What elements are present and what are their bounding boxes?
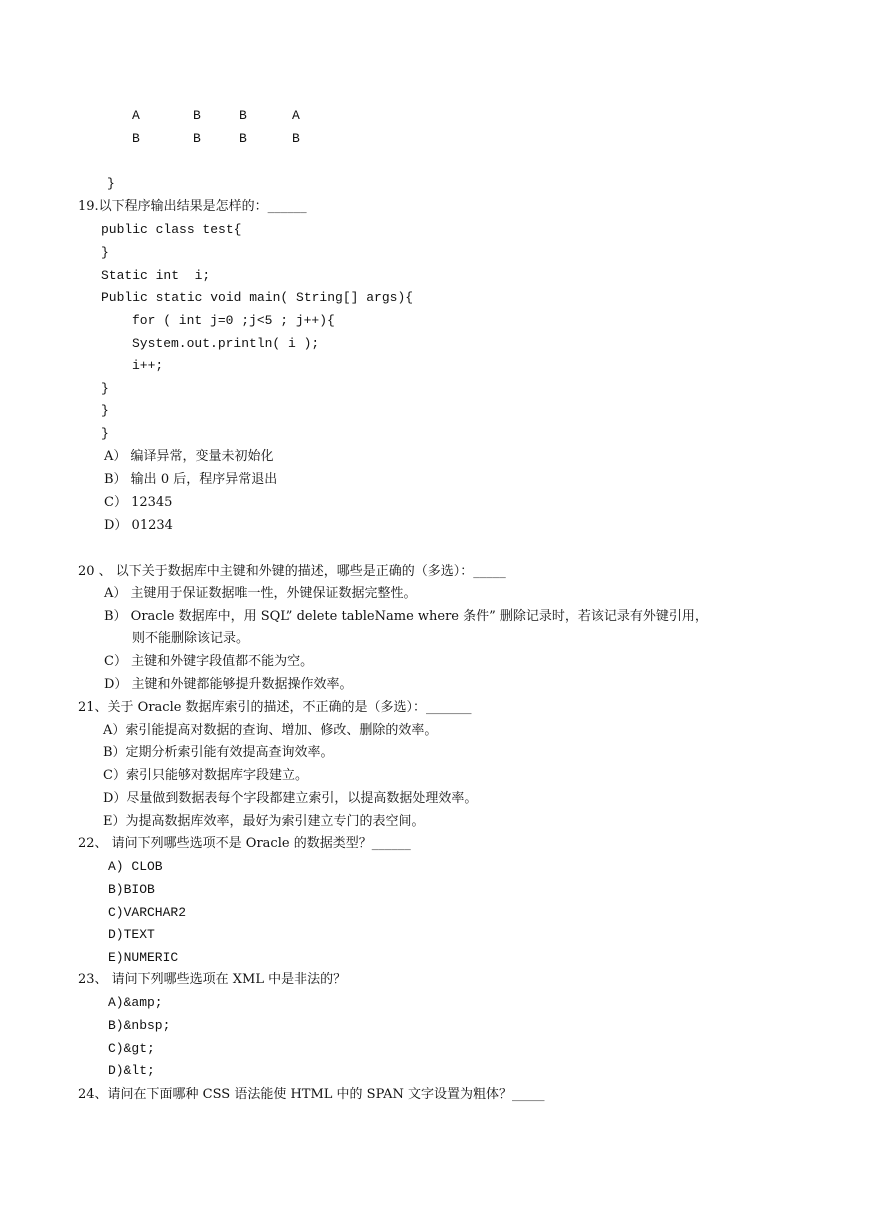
q21-option: C）索引只能够对数据库字段建立。 <box>103 768 308 783</box>
grid-cell: B <box>193 131 201 146</box>
q22-option: A) CLOB <box>108 859 163 874</box>
q20-title: 20 、 以下关于数据库中主键和外键的描述，哪些是正确的（多选）：_____ <box>78 564 506 579</box>
grid-cell: B <box>292 131 300 146</box>
q21-option: A）索引能提高对数据的查询、增加、修改、删除的效率。 <box>103 723 438 738</box>
code-line: for ( int j=0 ;j<5 ; j++){ <box>132 313 335 328</box>
code-line: System.out.println( i ); <box>132 336 320 351</box>
q21-option: B）定期分析索引能有效提高查询效率。 <box>103 745 334 760</box>
q22-option: B)BIOB <box>108 882 155 897</box>
grid-cell: B <box>132 131 140 146</box>
q20-option: C） 主键和外键字段值都不能为空。 <box>104 654 314 669</box>
q23-option: C)&gt; <box>108 1041 155 1056</box>
code-line: } <box>101 245 109 260</box>
code-line: } <box>101 381 109 396</box>
q22-option: D)TEXT <box>108 927 155 942</box>
q22-option: C)VARCHAR2 <box>108 905 187 920</box>
q21-option: E）为提高数据库效率，最好为索引建立专门的表空间。 <box>103 814 425 829</box>
q19-option: A） 编译异常，变量未初始化 <box>104 449 274 464</box>
code-line: } <box>101 426 109 441</box>
grid-cell: B <box>239 131 247 146</box>
q21-option: D）尽量做到数据表每个字段都建立索引，以提高数据处理效率。 <box>103 791 478 806</box>
q20-option: B） Oracle 数据库中，用 SQL” delete tableName where 条件” 删除记录时，若该记录有外键引用， <box>104 609 708 624</box>
code-line: public class test{ <box>101 222 242 237</box>
grid-cell: A <box>132 108 140 123</box>
q24-title: 24、请问在下面哪种 CSS 语法能使 HTML 中的 SPAN 文字设置为粗体？_____ <box>78 1087 545 1102</box>
q23-option: A)&amp; <box>108 995 163 1010</box>
closing-brace: } <box>107 176 115 191</box>
q20-option: A） 主键用于保证数据唯一性，外键保证数据完整性。 <box>104 586 417 601</box>
q22-title: 22、 请问下列哪些选项不是 Oracle 的数据类型？______ <box>78 836 411 851</box>
q21-title: 21、关于 Oracle 数据库索引的描述，不正确的是（多选）：_______ <box>78 700 472 715</box>
grid-cell: B <box>239 108 247 123</box>
grid-cell: A <box>292 108 300 123</box>
q23-option: B)&nbsp; <box>108 1018 171 1033</box>
code-line: } <box>101 403 109 418</box>
q22-option: E)NUMERIC <box>108 950 179 965</box>
code-line: i++; <box>132 358 164 373</box>
grid-cell: B <box>193 108 201 123</box>
code-line: Public static void main( String[] args){ <box>101 290 414 305</box>
q19-option: D） 01234 <box>104 518 173 533</box>
q19-option: B） 输出 0 后，程序异常退出 <box>104 472 278 487</box>
q20-option: D） 主键和外键都能够提升数据操作效率。 <box>104 677 353 692</box>
q20-option-continuation: 则不能删除该记录。 <box>132 631 250 646</box>
q23-option: D)&lt; <box>108 1063 155 1078</box>
code-line: Static int i; <box>101 268 211 283</box>
q23-title: 23、 请问下列哪些选项在 XML 中是非法的？ <box>78 972 347 987</box>
q19-option: C） 12345 <box>104 495 173 510</box>
q19-title: 19.以下程序输出结果是怎样的：______ <box>78 199 307 214</box>
